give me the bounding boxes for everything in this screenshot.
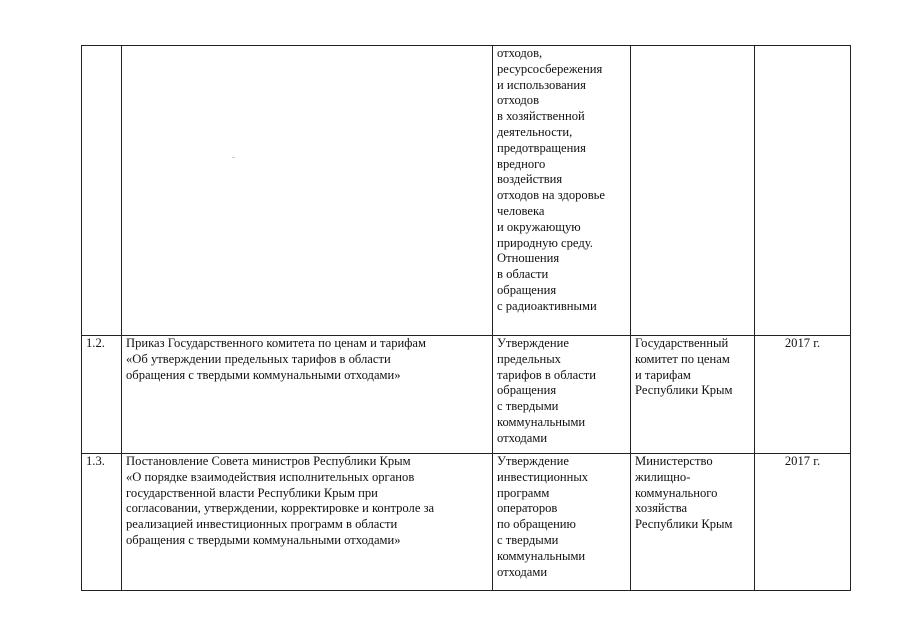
- cell-title: Постановление Совета министров Республики Крым «О порядке взаимодействия исполнительных органов государственной власти Республики Крым при согласовании, утверждении, корректировке и контроле за реализацией инвестиционных программ в области обращения с твердыми коммунальными отходами»: [122, 454, 493, 591]
- cell-year: [755, 46, 851, 336]
- cell-num: 1.3.: [82, 454, 122, 591]
- cell-goal: Утверждение инвестиционных программ операторов по обращению с твердыми коммунальными отходами: [493, 454, 631, 591]
- cell-year: 2017 г.: [755, 336, 851, 454]
- table-row-continuation: [82, 46, 851, 336]
- cell-num: 1.2.: [82, 336, 122, 454]
- cell-responsible: [631, 46, 755, 336]
- cell-goal: отходов, ресурсосбережения и использования отходов в хозяйственной деятельности, предотвращения вредного воздействия отходов на здоровье человека и окружающую природную среду. Отношения в области обращения с радиоактивными: [493, 46, 631, 336]
- cell-goal: Утверждение предельных тарифов в области обращения с твердыми коммунальными отходами: [493, 336, 631, 454]
- cell-responsible: Государственный комитет по ценам и тарифам Республики Крым: [631, 336, 755, 454]
- cell-num: [82, 46, 122, 336]
- cell-responsible: Министерство жилищно- коммунального хозяйства Республики Крым: [631, 454, 755, 591]
- cell-year: 2017 г.: [755, 454, 851, 591]
- legal-acts-table: [81, 45, 851, 591]
- cell-title: [122, 46, 493, 336]
- table-row: [82, 454, 851, 591]
- table-row: [82, 336, 851, 454]
- cell-title: Приказ Государственного комитета по ценам и тарифам «Об утверждении предельных тарифов в области обращения с твердыми коммунальными отходами»: [122, 336, 493, 454]
